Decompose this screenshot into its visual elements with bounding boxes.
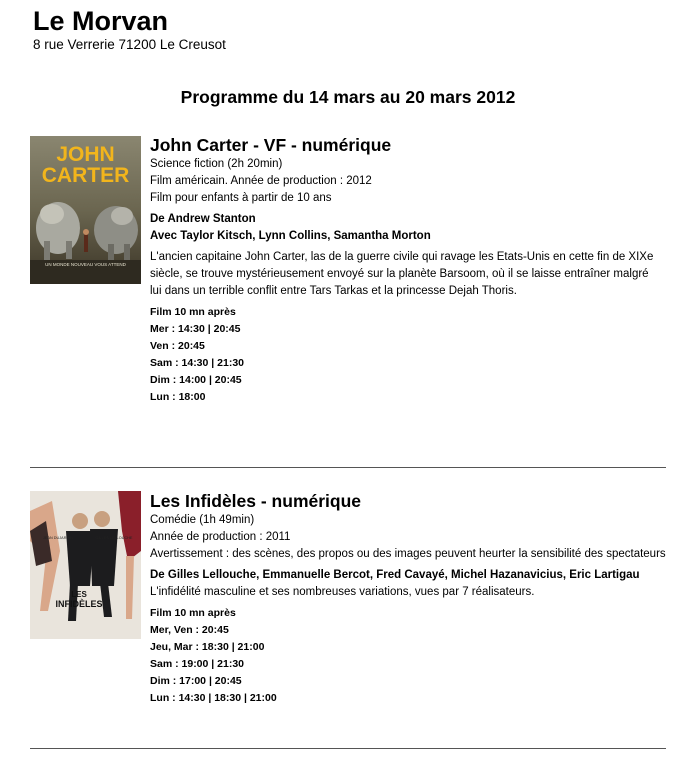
film-production: Année de production : 2011 [150,531,291,543]
programme-title: Programme du 14 mars au 20 mars 2012 [180,87,516,107]
film-directors: De Gilles Lellouche, Emmanuelle Bercot, Fred Cavayé, Michel Hazanavicius, Eric Lartigau [150,569,640,581]
poster-les-infideles-title-1: LES [71,590,87,599]
film-info-les-infideles [150,491,700,707]
divider [30,748,666,749]
showtime-line: Jeu, Mar : 18:30 | 21:00 [150,641,265,653]
film-cast: Avec Taylor Kitsch, Lynn Collins, Samantha Morton [150,230,431,242]
poster-john-carter-title-2: CARTER [41,164,130,187]
film-genre: Comédie (1h 49min) [150,514,255,526]
film-synopsis: L'ancien capitaine John Carter, las de la guerre civile qui ravage les Etats-Unis en cette fin de XIXe siècle, se trouve mystérieusement envoyé sur la planète Barsoom, où il se laisse entraîner malgré lui dans un terrible conflit entre Tars Tarkas et la princesse Dejah Thoris. [150,251,654,297]
cinema-address: 8 rue Verrerie 71200 Le Creusot [33,37,226,52]
film-title[interactable]: Les Infidèles - numérique [150,491,362,511]
cinema-name: Le Morvan [33,6,169,36]
film-synopsis: L'infidélité masculine et ses nombreuses variations, vues par 7 réalisateurs. [150,586,535,598]
showtime-line: Lun : 18:00 [150,391,206,403]
poster-john-carter[interactable] [30,136,141,284]
showtime-line: Sam : 19:00 | 21:30 [150,658,244,670]
showtime-line: Dim : 17:00 | 20:45 [150,675,242,687]
showtime-line: Mer : 14:30 | 20:45 [150,323,241,335]
film-info-john-carter [150,135,700,406]
film-production: Film américain. Année de production : 2012 [150,175,372,187]
showtime-line: Mer, Ven : 20:45 [150,624,229,636]
poster-john-carter-title-1: JOHN [56,143,115,166]
poster-les-infideles-actor-left: JEAN DUJARDIN [43,536,73,540]
poster-les-infideles-art [30,491,141,639]
poster-les-infideles-title-2: INFIDÈLES [55,599,103,609]
poster-les-infideles-actor-right: GILLES LELLOUCHE [95,536,133,540]
poster-john-carter-tagline: UN MONDE NOUVEAU VOUS ATTEND [45,262,126,267]
poster-john-carter-art [30,136,141,284]
showtime-line: Dim : 14:00 | 20:45 [150,374,242,386]
showtimes-note: Film 10 mn après [150,607,236,619]
film-warning: Avertissement : des scènes, des propos ou des images peuvent heurter la sensibilité des spectateurs [150,548,666,560]
showtimes [150,605,700,707]
film-director: De Andrew Stanton [150,213,256,225]
film-title[interactable]: John Carter - VF - numérique [150,135,392,155]
showtime-line: Sam : 14:30 | 21:30 [150,357,244,369]
showtime-line: Lun : 14:30 | 18:30 | 21:00 [150,692,277,704]
film-audience: Film pour enfants à partir de 10 ans [150,192,332,204]
film-genre: Science fiction (2h 20min) [150,158,283,170]
showtimes-note: Film 10 mn après [150,306,236,318]
showtimes [150,304,700,406]
showtime-line: Ven : 20:45 [150,340,205,352]
poster-les-infideles[interactable] [30,491,141,639]
divider [30,467,666,468]
